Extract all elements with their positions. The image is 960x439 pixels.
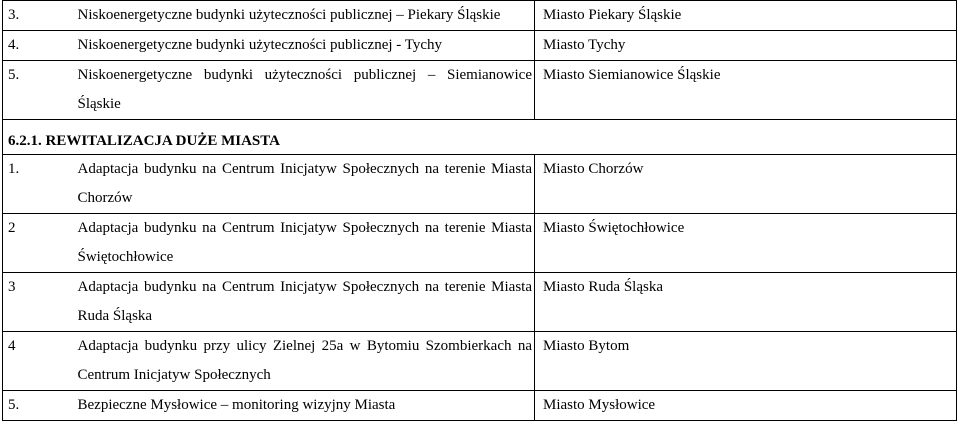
row-number: 4.: [3, 31, 73, 61]
project-description: Adaptacja budynku przy ulicy Zielnej 25a w Bytomiu Szombierkach na Centrum Inicjatyw Społecznych: [73, 332, 535, 391]
project-location: Miasto Bytom: [535, 332, 957, 391]
project-location: Miasto Siemianowice Śląskie: [535, 61, 957, 120]
row-number: 5.: [3, 61, 73, 120]
project-location: Miasto Świętochłowice: [535, 214, 957, 273]
row-number: 5.: [3, 391, 73, 421]
table-row: [3, 332, 957, 391]
section-title: 6.2.1. REWITALIZACJA DUŻE MIASTA: [3, 120, 957, 155]
table-row: [3, 391, 957, 421]
table-row: [3, 273, 957, 332]
project-location: Miasto Mysłowice: [535, 391, 957, 421]
table-row: [3, 214, 957, 273]
project-location: Miasto Ruda Śląska: [535, 273, 957, 332]
row-number: 3.: [3, 1, 73, 31]
row-number: 2: [3, 214, 73, 273]
project-location: Miasto Piekary Śląskie: [535, 1, 957, 31]
project-description: Niskoenergetyczne budynki użyteczności publicznej - Tychy: [73, 31, 535, 61]
project-description: Adaptacja budynku na Centrum Inicjatyw Społecznych na terenie Miasta Świętochłowice: [73, 214, 535, 273]
project-location: Miasto Tychy: [535, 31, 957, 61]
row-number: 3: [3, 273, 73, 332]
project-description: Adaptacja budynku na Centrum Inicjatyw Społecznych na terenie Miasta Chorzów: [73, 155, 535, 214]
project-description: Niskoenergetyczne budynki użyteczności publicznej – Siemianowice Śląskie: [73, 61, 535, 120]
row-number: 1.: [3, 155, 73, 214]
row-number: 4: [3, 332, 73, 391]
table-row: [3, 1, 957, 31]
projects-table: [2, 0, 957, 421]
project-location: Miasto Chorzów: [535, 155, 957, 214]
project-description: Adaptacja budynku na Centrum Inicjatyw Społecznych na terenie Miasta Ruda Śląska: [73, 273, 535, 332]
project-description: Bezpieczne Mysłowice – monitoring wizyjny Miasta: [73, 391, 535, 421]
section-header-row: [3, 120, 957, 155]
table-row: [3, 31, 957, 61]
table-row: [3, 155, 957, 214]
project-description: Niskoenergetyczne budynki użyteczności publicznej – Piekary Śląskie: [73, 1, 535, 31]
table-row: [3, 61, 957, 120]
